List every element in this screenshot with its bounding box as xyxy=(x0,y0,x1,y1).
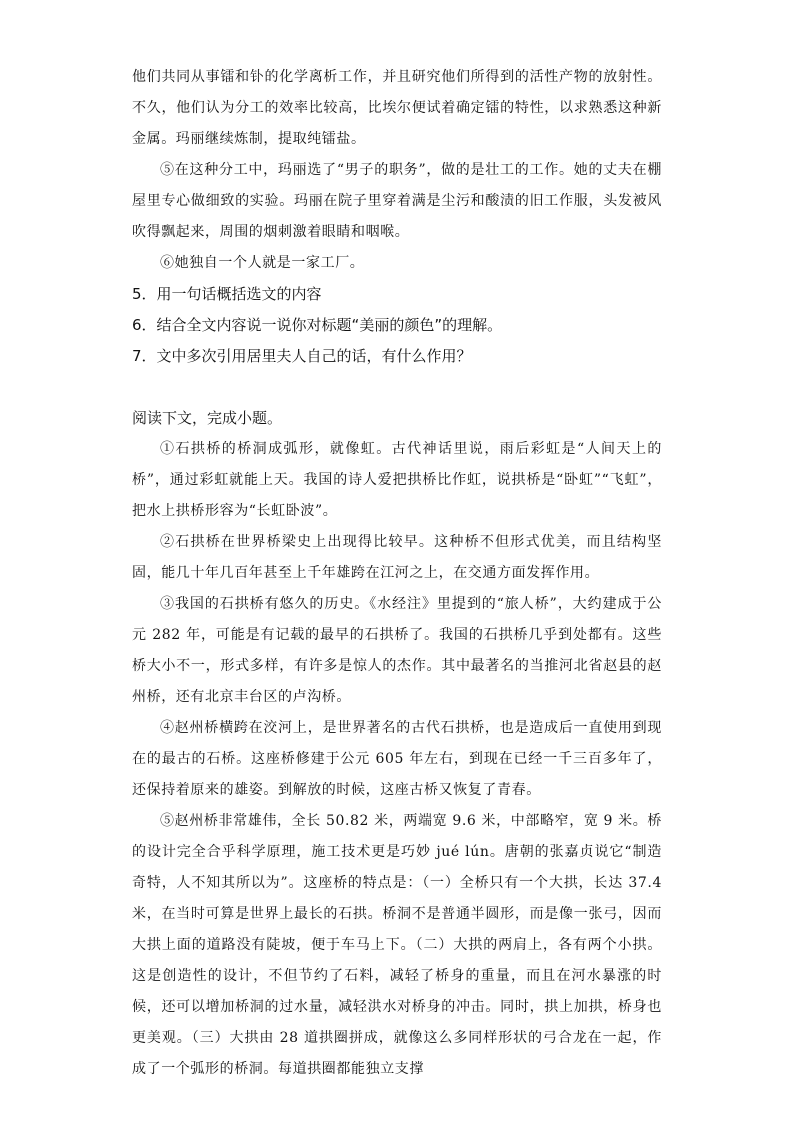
passage2-paragraph-4: ④赵州桥横跨在洨河上，是世界著名的古代石拱桥，也是造成后一直使用到现在的最古的石桥。这座桥修建于公元 605 年左右，到现在已经一千三百多年了，还保持着原来的雄姿。到解放的时候，这座古桥又恢复了青春。 xyxy=(132,720,662,798)
passage2-paragraph-2: ②石拱桥在世界桥梁史上出现得比较早。这种桥不但形式优美，而且结构坚固，能几十年几百年甚至上千年雄跨在江河之上，在交通方面发挥作用。 xyxy=(132,534,662,581)
question-6: 6．结合全文内容说一说你对标题“美丽的颜色”的理解。 xyxy=(132,316,503,334)
passage1-paragraph-continued: 他们共同从事镭和钋的化学离析工作，并且研究他们所得到的活性产物的放射性。不久，他们认为分工的效率比较高，比埃尔便试着确定镭的特性，以求熟悉这种新金属。玛丽继续炼制，提取纯镭盐。 xyxy=(132,69,662,147)
passage2-paragraph-1: ①石拱桥的桥洞成弧形，就像虹。古代神话里说，雨后彩虹是“人间天上的桥”，通过彩虹就能上天。我国的诗人爱把拱桥比作虹，说拱桥是“卧虹”“飞虹”，把水上拱桥形容为“长虹卧波”。 xyxy=(132,441,662,519)
passage1-paragraph-5: ⑤在这种分工中，玛丽选了“男子的职务”，做的是壮工的工作。她的丈夫在棚屋里专心做细致的实验。玛丽在院子里穿着满是尘污和酸渍的旧工作服，头发被风吹得飘起来，周围的烟刺激着眼睛和咽喉。 xyxy=(132,162,662,240)
passage1-paragraph-6: ⑥她独自一个人就是一家工厂。 xyxy=(160,255,365,271)
question-7: 7．文中多次引用居里夫人自己的话，有什么作用？ xyxy=(132,347,472,365)
question-5: 5．用一句话概括选文的内容 xyxy=(132,285,322,303)
passage2-paragraph-3: ③我国的石拱桥有悠久的历史。《水经注》里提到的“旅人桥”，大约建成于公元 282 年，可能是有记载的最早的石拱桥了。我国的石拱桥几乎到处都有。这些桥大小不一，形式多样，有许多是惊人的杰作。其中最著名的当推河北省赵县的赵州桥，还有北京丰台区的卢沟桥。 xyxy=(132,596,662,705)
passage2-instruction: 阅读下文，完成小题。 xyxy=(132,409,283,427)
passage2-paragraph-5: ⑤赵州桥非常雄伟，全长 50.82 米，两端宽 9.6 米，中部略窄，宽 9 米。桥的设计完全合乎科学原理，施工技术更是巧妙 jué lún。唐朝的张嘉贞说它“制造奇特，人不知其所以为”。这座桥的特点是：（一）全桥只有一个大拱，长达 37.4 米，在当时可算是世界上最长的石拱。桥洞不是普通半圆形，而是像一张弓，因而大拱上面的道路没有陡坡，便于车马上下。（二）大拱的两肩上，各有两个小拱。这是创造性的设计，不但节约了石料，减轻了桥身的重量，而且在河水暴涨的时候，还可以增加桥洞的过水量，减轻洪水对桥身的冲击。同时，拱上加拱，桥身也更美观。（三）大拱由 28 道拱圈拼成，就像这么多同样形状的弓合龙在一起，作成了一个弧形的桥洞。每道拱圈都能独立支撑 xyxy=(132,813,662,1077)
